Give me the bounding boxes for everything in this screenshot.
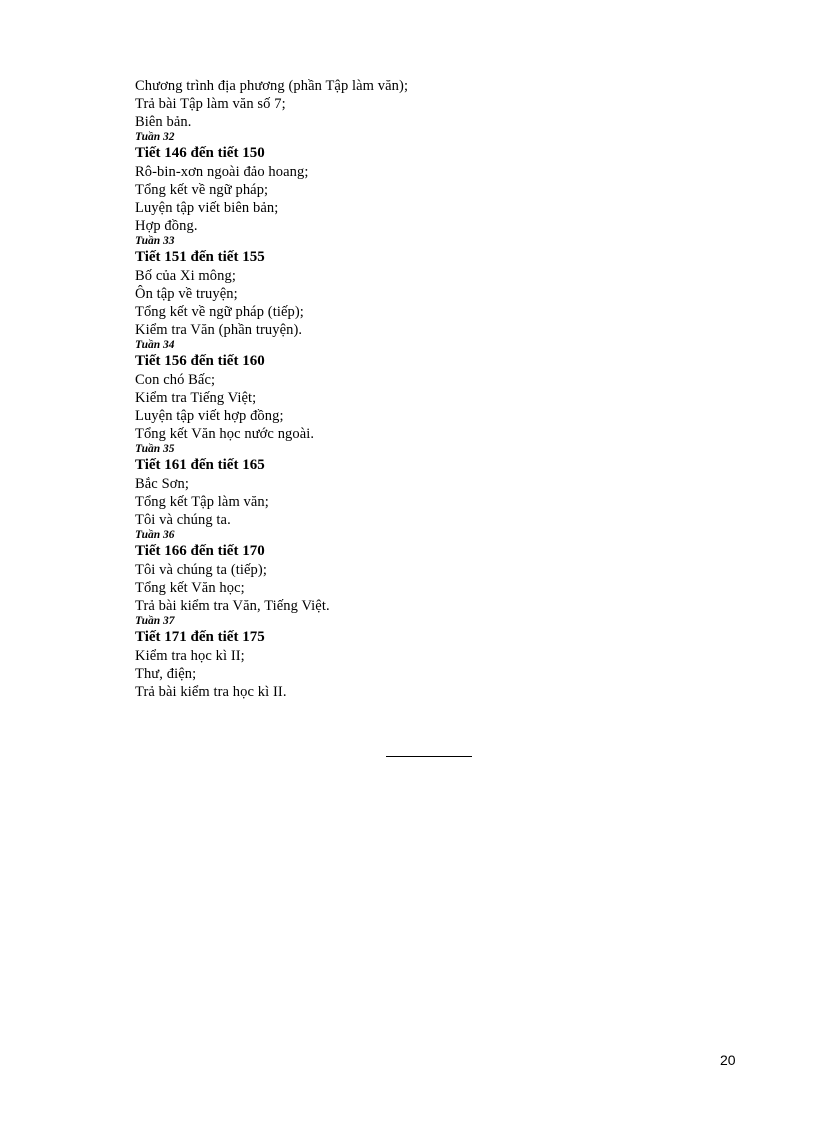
week-heading: Tuần 35 <box>135 443 175 455</box>
lesson-item: Tổng kết Văn học nước ngoài. <box>135 426 315 442</box>
lesson-item: Kiểm tra học kì II; <box>135 648 245 664</box>
period-heading: Tiết 171 đến tiết 175 <box>135 629 265 645</box>
lesson-item: Kiểm tra Văn (phần truyện). <box>135 322 303 338</box>
section-end-rule <box>386 756 472 757</box>
week-section <box>135 339 735 443</box>
lesson-item: Trả bài kiểm tra Văn, Tiếng Việt. <box>135 598 330 614</box>
lesson-item: Hợp đồng. <box>135 218 198 234</box>
page-number: 20 <box>720 1052 736 1068</box>
week-section <box>135 131 735 235</box>
lesson-item: Tổng kết về ngữ pháp (tiếp); <box>135 304 304 320</box>
intro-list <box>135 77 735 131</box>
week-section <box>135 443 735 529</box>
period-heading: Tiết 156 đến tiết 160 <box>135 353 265 369</box>
lesson-item: Tổng kết Tập làm văn; <box>135 494 269 510</box>
lesson-item: Trả bài kiểm tra học kì II. <box>135 684 287 700</box>
lesson-item: Ôn tập về truyện; <box>135 286 238 302</box>
period-heading: Tiết 151 đến tiết 155 <box>135 249 265 265</box>
intro-line: Biên bản. <box>135 114 192 130</box>
week-heading: Tuần 36 <box>135 529 175 541</box>
lesson-item: Bố của Xi mông; <box>135 268 236 284</box>
week-section <box>135 529 735 615</box>
week-section <box>135 235 735 339</box>
week-heading: Tuần 33 <box>135 235 175 247</box>
week-section <box>135 615 735 701</box>
week-heading: Tuần 34 <box>135 339 175 351</box>
week-heading: Tuần 37 <box>135 615 175 627</box>
lesson-item: Luyện tập viết biên bản; <box>135 200 279 216</box>
week-heading: Tuần 32 <box>135 131 175 143</box>
lesson-item: Bắc Sơn; <box>135 476 189 492</box>
lesson-item: Tổng kết về ngữ pháp; <box>135 182 269 198</box>
lesson-item: Kiểm tra Tiếng Việt; <box>135 390 257 406</box>
lesson-item: Con chó Bấc; <box>135 372 216 388</box>
period-heading: Tiết 161 đến tiết 165 <box>135 457 265 473</box>
lesson-item: Tôi và chúng ta. <box>135 512 231 528</box>
lesson-item: Luyện tập viết hợp đồng; <box>135 408 284 424</box>
intro-line: Trả bài Tập làm văn số 7; <box>135 96 286 112</box>
period-heading: Tiết 146 đến tiết 150 <box>135 145 265 161</box>
document-body <box>135 77 735 701</box>
lesson-item: Tổng kết Văn học; <box>135 580 245 596</box>
period-heading: Tiết 166 đến tiết 170 <box>135 543 265 559</box>
lesson-item: Rô-bin-xơn ngoài đảo hoang; <box>135 164 309 180</box>
lesson-item: Tôi và chúng ta (tiếp); <box>135 562 267 578</box>
lesson-item: Thư, điện; <box>135 666 197 682</box>
intro-line: Chương trình địa phương (phần Tập làm văn); <box>135 78 409 94</box>
